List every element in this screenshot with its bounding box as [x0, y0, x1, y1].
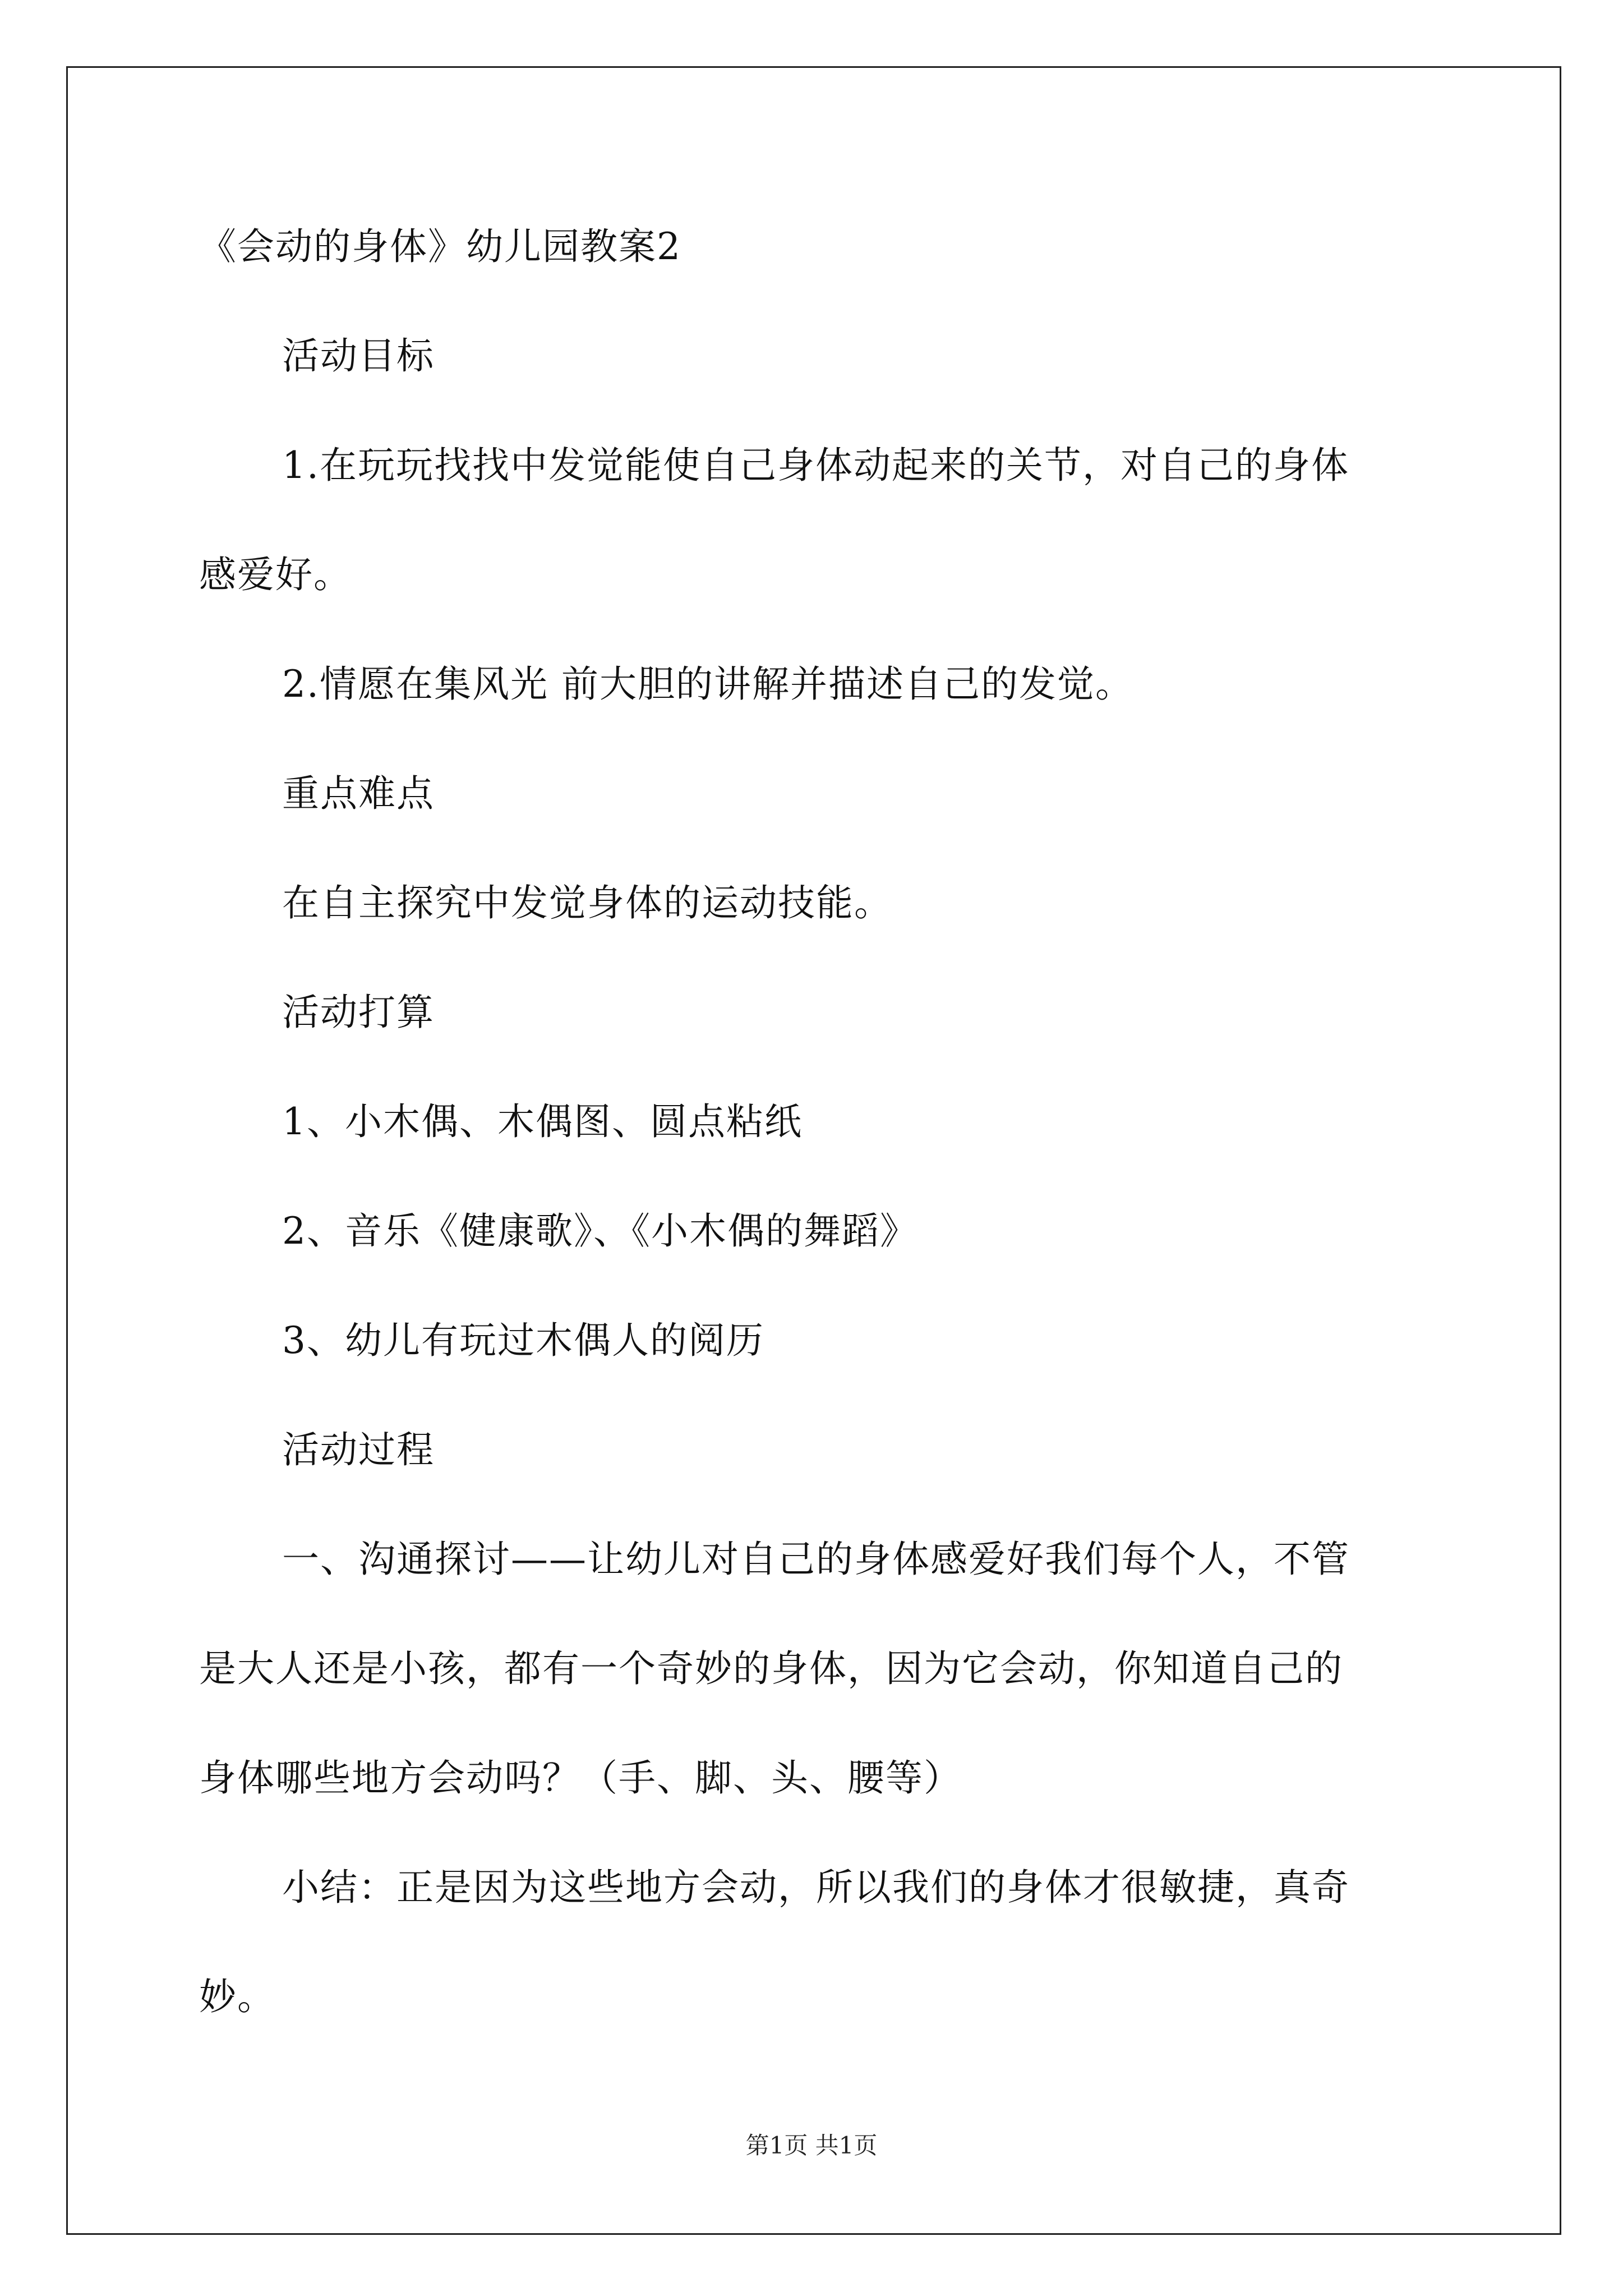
- list-item-prep-1: 1、小木偶、木偶图、圆点粘纸: [282, 1100, 803, 1143]
- paragraph-process-1-cont-2: 身体哪些地方会动吗？（手、脚、头、腰等）: [199, 1756, 962, 1800]
- section-heading-goals: 活动目标: [282, 334, 435, 378]
- page-footer: 第1页 共1页: [745, 2132, 878, 2159]
- paragraph-goal-2: 2.情愿在集风光 前大胆的讲解并描述自己的发觉。: [282, 662, 1133, 706]
- paragraph-process-1: 一、沟通探讨——让幼儿对自己的身体感爱好我们每个人，不管: [282, 1538, 1350, 1581]
- document-title: 《会动的身体》幼儿园教案2: [199, 225, 681, 268]
- list-item-prep-2: 2、音乐《健康歌》、《小木偶的舞蹈》: [282, 1209, 918, 1253]
- paragraph-summary: 小结：正是因为这些地方会动，所以我们的身体才很敏捷，真奇: [282, 1866, 1350, 1909]
- section-heading-key-points: 重点难点: [282, 772, 435, 815]
- paragraph-process-1-cont: 是大人还是小孩，都有一个奇妙的身体，因为它会动，你知道自己的: [199, 1647, 1343, 1690]
- paragraph-summary-cont: 妙。: [199, 1975, 275, 2018]
- list-item-prep-3: 3、幼儿有玩过木偶人的阅历: [282, 1319, 764, 1362]
- paragraph-goal-1: 1.在玩玩找找中发觉能使自己身体动起来的关节，对自己的身体: [282, 444, 1349, 487]
- section-heading-preparation: 活动打算: [282, 991, 435, 1034]
- paragraph-key-points: 在自主探究中发觉身体的运动技能。: [282, 881, 892, 924]
- section-heading-process: 活动过程: [282, 1428, 435, 1471]
- paragraph-goal-1-cont: 感爱好。: [199, 553, 352, 596]
